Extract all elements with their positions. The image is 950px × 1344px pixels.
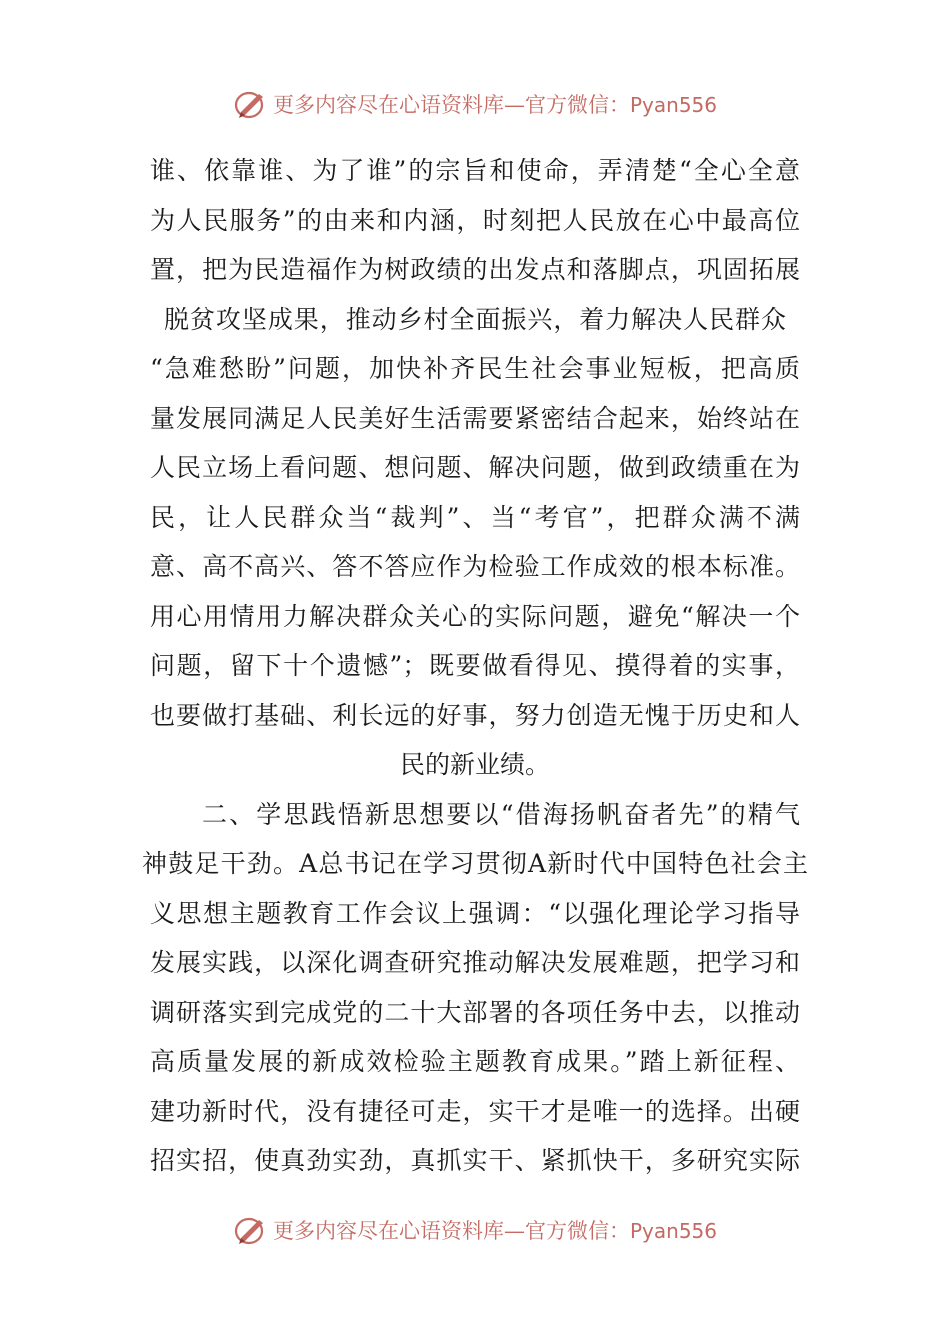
body-line: 置，把为民造福作为树政绩的出发点和落脚点，巩固拓展 xyxy=(150,255,800,284)
pen-circle-logo-icon xyxy=(233,88,269,120)
body-line: 人民立场上看问题、想问题、解决问题，做到政绩重在为 xyxy=(150,453,800,482)
body-line: 意、高不高兴、答不答应作为检验工作成效的根本标准。 xyxy=(150,552,800,581)
section-heading-line: 二、学思践悟新思想要以“借海扬帆奋者先”的精气 xyxy=(202,799,800,829)
body-line: 民，让人民群众当“裁判”、当“考官”，把群众满不满 xyxy=(150,502,800,532)
watermark-header xyxy=(0,84,950,124)
body-line: 谁、依靠谁、为了谁”的宗旨和使命，弄清楚“全心全意 xyxy=(150,156,800,185)
body-line: 发展实践，以深化调查研究推动解决发展难题，把学习和 xyxy=(150,948,800,977)
body-line: 为人民服务”的由来和内涵，时刻把人民放在心中最高位 xyxy=(150,205,800,235)
body-line: 招实招，使真劲实劲，真抓实干、紧抓快干，多研究实际 xyxy=(150,1146,800,1175)
body-line: 建功新时代，没有捷径可走，实干才是唯一的选择。出硬 xyxy=(150,1096,800,1126)
body-line: 神鼓足干劲。A总书记在学习贯彻A新时代中国特色社会主 xyxy=(142,849,808,878)
watermark-wechat-id: Pyan556 xyxy=(629,93,717,117)
watermark-wechat-id: Pyan556 xyxy=(629,1219,717,1243)
watermark-footer xyxy=(0,1210,950,1250)
body-line: 调研落实到完成党的二十大部署的各项任务中去，以推动 xyxy=(150,997,800,1027)
body-line: 脱贫攻坚成果，推动乡村全面振兴，着力解决人民群众 xyxy=(164,304,786,334)
watermark-text: 更多内容尽在心语资料库—官方微信： xyxy=(272,1219,630,1243)
body-line: 用心用情用力解决群众关心的实际问题，避免“解决一个 xyxy=(150,601,800,631)
body-line: 量发展同满足人民美好生活需要紧密结合起来，始终站在 xyxy=(150,403,800,433)
body-line: 问题，留下十个遗憾”；既要做看得见、摸得着的实事， xyxy=(150,651,800,680)
document-body xyxy=(142,146,808,1186)
body-line: 也要做打基础、利长远的好事，努力创造无愧于历史和人 xyxy=(150,700,800,730)
watermark-text: 更多内容尽在心语资料库—官方微信： xyxy=(272,93,630,117)
body-line: “急难愁盼”问题，加快补齐民生社会事业短板，把高质 xyxy=(150,354,800,383)
body-line: 民的新业绩。 xyxy=(399,750,550,779)
body-line: 高质量发展的新成效检验主题教育成果。”踏上新征程、 xyxy=(150,1047,800,1076)
body-line: 义思想主题教育工作会议上强调：“以强化理论学习指导 xyxy=(150,898,800,928)
pen-circle-logo-icon xyxy=(233,1214,269,1246)
